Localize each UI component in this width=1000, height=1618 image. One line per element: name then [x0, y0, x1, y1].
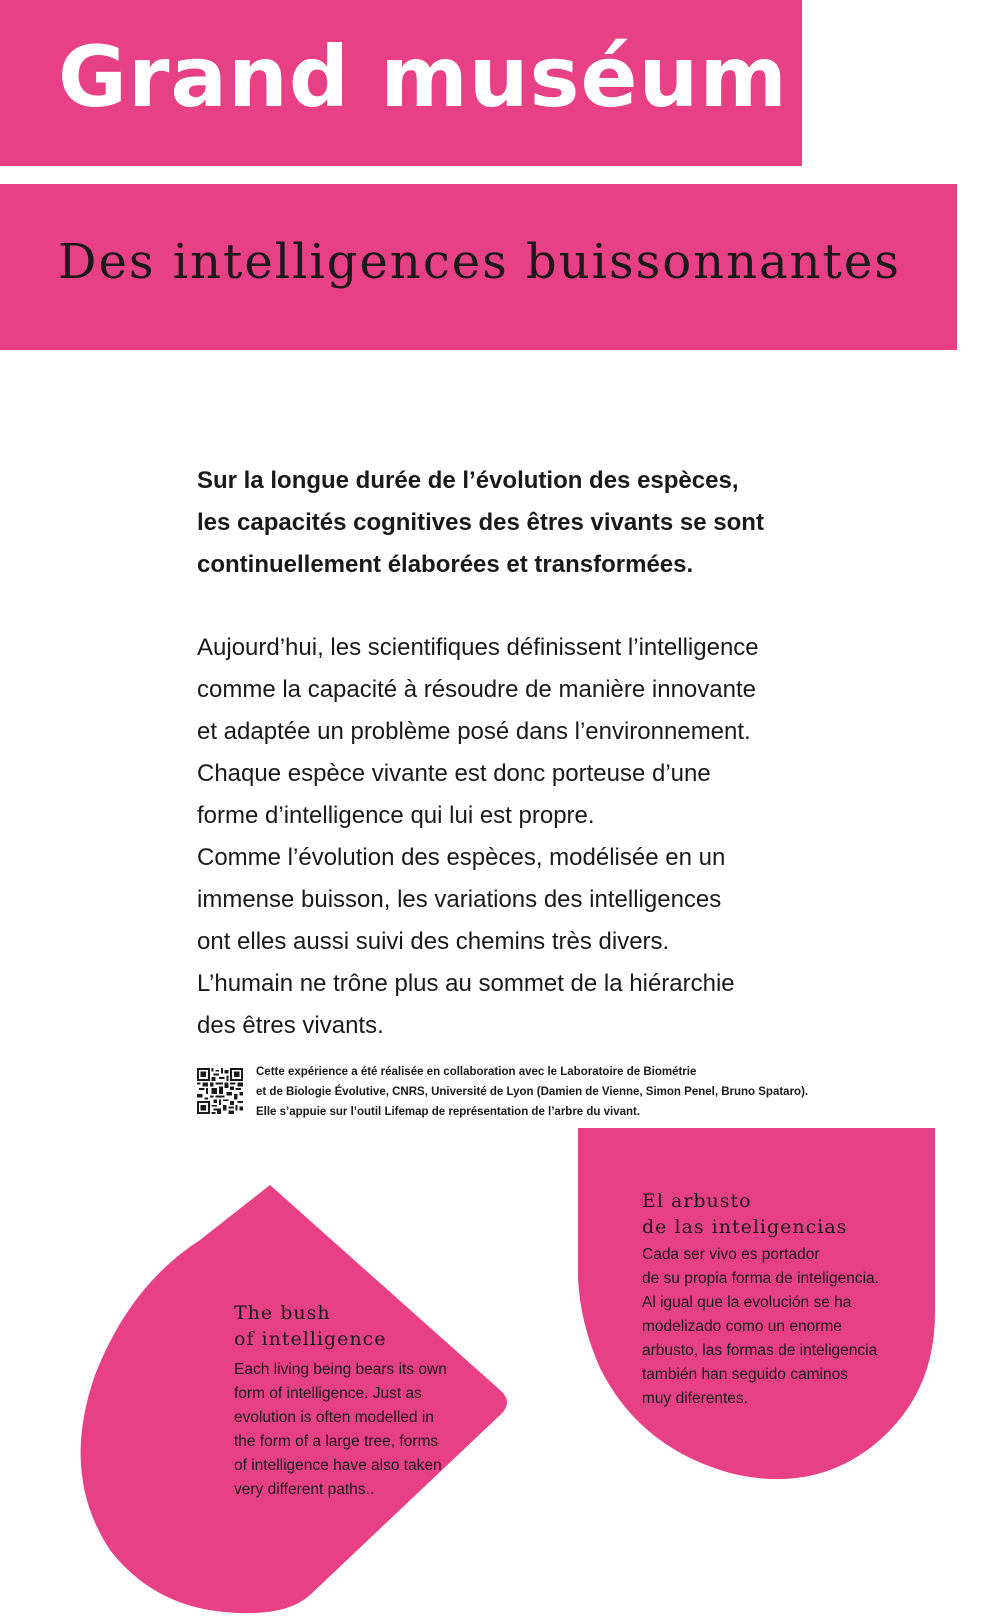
- spanish-line: de su propia forma de inteligencia.: [642, 1270, 879, 1287]
- spanish-line: modelizado como un enorme: [642, 1318, 842, 1335]
- body-line: Comme l’évolution des espèces, modélisée en un: [197, 844, 726, 871]
- lead-line: Sur la longue durée de l’évolution des espèces,: [197, 467, 739, 494]
- spanish-heading-line: de las inteligencias: [642, 1216, 848, 1238]
- credit-notice: [256, 1062, 876, 1122]
- page-title: Grand muséum: [58, 28, 788, 126]
- spanish-text: [642, 1243, 879, 1411]
- english-line: Each living being bears its own: [234, 1361, 447, 1378]
- body-line: immense buisson, les variations des intelligences: [197, 886, 722, 913]
- english-line: evolution is often modelled in: [234, 1409, 434, 1426]
- body-line: comme la capacité à résoudre de manière innovante: [197, 676, 756, 703]
- english-line: the form of a large tree, forms: [234, 1433, 439, 1450]
- spanish-line: Cada ser vivo es portador: [642, 1246, 820, 1263]
- qr-code-icon[interactable]: [197, 1068, 243, 1114]
- english-text: [234, 1358, 447, 1502]
- body-line: et adaptée un problème posé dans l’environnement.: [197, 718, 751, 745]
- credit-line: Cette expérience a été réalisée en collaboration avec le Laboratoire de Biométrie: [256, 1066, 697, 1078]
- english-heading-line: of intelligence: [234, 1328, 387, 1350]
- spanish-line: también han seguido caminos: [642, 1366, 848, 1383]
- credit-line: Elle s’appuie sur l’outil Lifemap de représentation de l’arbre du vivant.: [256, 1106, 641, 1118]
- body-line: forme d’intelligence qui lui est propre.: [197, 802, 595, 829]
- english-line: form of intelligence. Just as: [234, 1385, 422, 1402]
- body-paragraph: [197, 627, 857, 1047]
- page-subtitle: Des intelligences buissonnantes: [58, 234, 901, 290]
- credit-line: et de Biologie Évolutive, CNRS, Université de Lyon (Damien de Vienne, Simon Penel, Bruno Spataro).: [256, 1086, 809, 1098]
- lead-line: continuellement élaborées et transformées.: [197, 551, 694, 578]
- english-heading-line: The bush: [234, 1302, 331, 1324]
- spanish-heading-line: El arbusto: [642, 1190, 752, 1212]
- spanish-line: muy diferentes.: [642, 1390, 748, 1407]
- spanish-line: arbusto, las formas de inteligencia: [642, 1342, 878, 1359]
- body-line: des êtres vivants.: [197, 1012, 384, 1039]
- lead-line: les capacités cognitives des êtres vivants se sont: [197, 509, 764, 536]
- english-heading: [234, 1300, 386, 1352]
- body-line: Chaque espèce vivante est donc porteuse d’une: [197, 760, 711, 787]
- body-line: Aujourd’hui, les scientifiques définissent l’intelligence: [197, 634, 759, 661]
- spanish-heading: [642, 1188, 847, 1240]
- english-line: very different paths..: [234, 1481, 375, 1498]
- lead-paragraph: [197, 460, 857, 586]
- english-line: of intelligence have also taken: [234, 1457, 442, 1474]
- spanish-line: Al igual que la evolución se ha: [642, 1294, 852, 1311]
- body-line: ont elles aussi suivi des chemins très divers.: [197, 928, 670, 955]
- body-line: L’humain ne trône plus au sommet de la hiérarchie: [197, 970, 735, 997]
